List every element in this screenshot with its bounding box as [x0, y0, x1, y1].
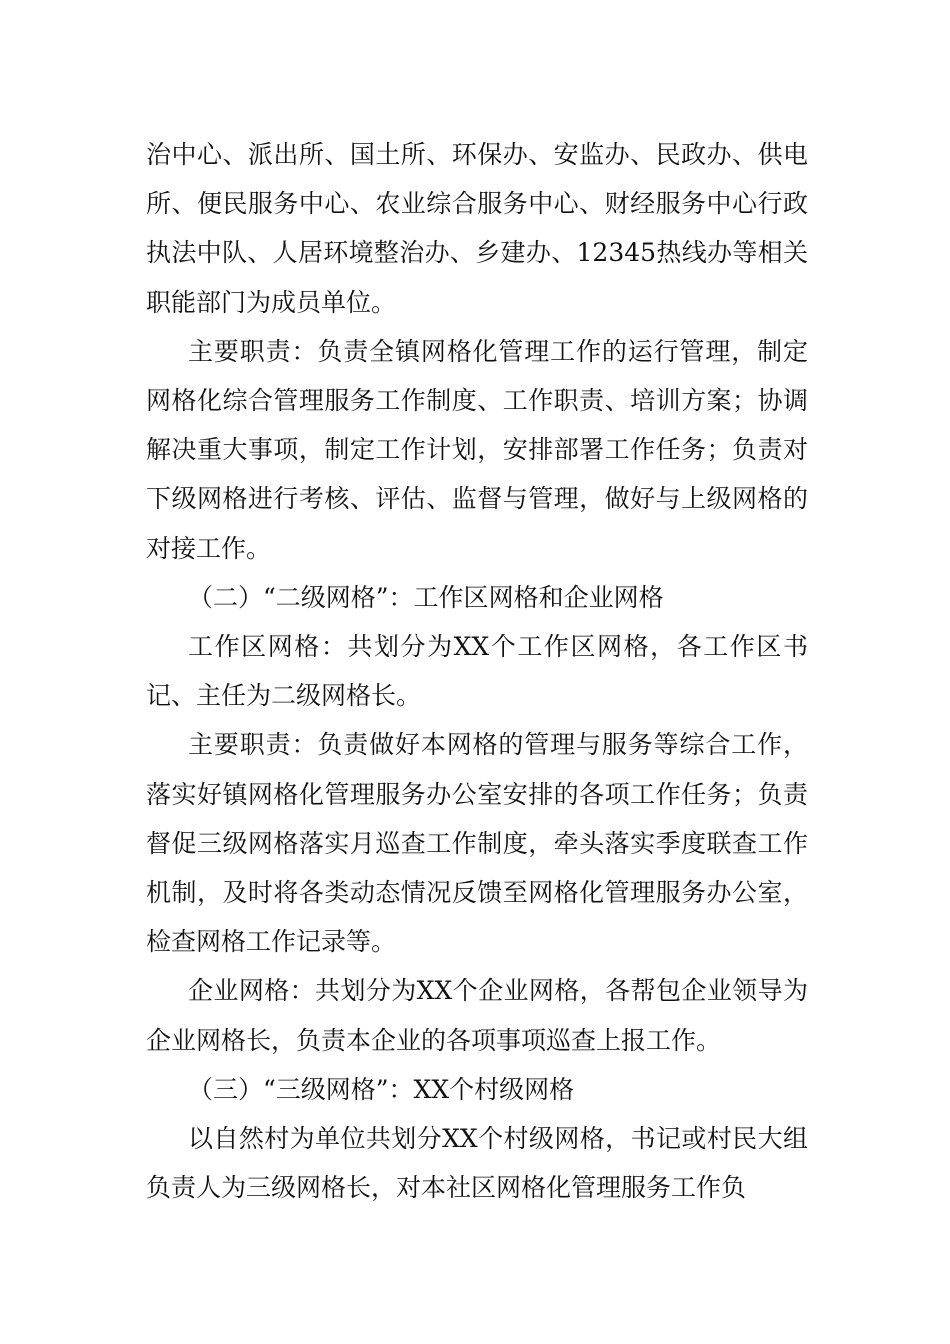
paragraph-member-units: 治中心、派出所、国土所、环保办、安监办、民政办、供电所、便民服务中心、农业综合服务中心、财经服务中心行政执法中队、人居环境整治办、乡建办、12345热线办等相关职能部门为成员单位。 — [146, 140, 808, 317]
paragraph-town-duties: 主要职责：负责全镇网格化管理工作的运行管理，制定网格化综合管理服务工作制度、工作职责、培训方案；协调解决重大事项，制定工作计划，安排部署工作任务；负责对下级网格进行考核、评估、监督与管理，做好与上级网格的对接工作。 — [146, 336, 808, 563]
heading-third-level-grid: （三）“三级网格”：XX个村级网格 — [188, 1074, 575, 1104]
body-text — [146, 130, 808, 1212]
paragraph-work-area-grid: 工作区网格：共划分为XX个工作区网格，各工作区书记、主任为二级网格长。 — [146, 632, 808, 711]
paragraph-enterprise-grid: 企业网格：共划分为XX个企业网格，各帮包企业领导为企业网格长，负责本企业的各项事项巡查上报工作。 — [146, 976, 808, 1055]
paragraph-village-grid: 以自然村为单位共划分XX个村级网格，书记或村民大组负责人为三级网格长，对本社区网格化管理服务工作负 — [146, 1124, 808, 1203]
paragraph-second-level-duties: 主要职责：负责做好本网格的管理与服务等综合工作，落实好镇网格化管理服务办公室安排的各项工作任务；负责督促三级网格落实月巡查工作制度，牵头落实季度联查工作机制，及时将各类动态情况反馈至网格化管理服务办公室，检查网格工作记录等。 — [146, 730, 808, 957]
heading-second-level-grid: （二）“二级网格”：工作区网格和企业网格 — [188, 582, 664, 612]
